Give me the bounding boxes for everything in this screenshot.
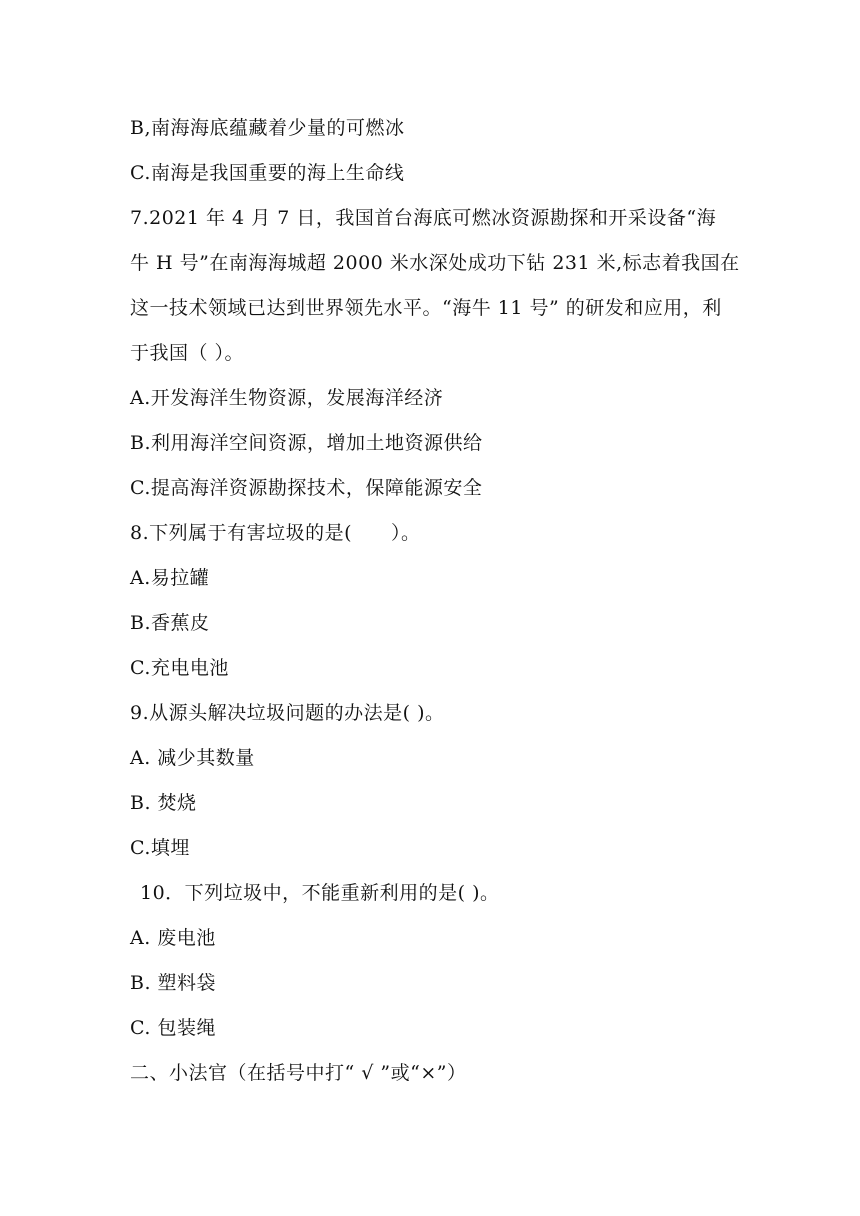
question-8: 8.下列属于有害垃圾的是( ）。 [130,522,421,544]
option-b-q8: B.香蕉皮 [130,612,210,634]
question-7-line-3: 这一技术领域已达到世界领先水平。“海牛 11 号” 的研发和应用，利 [130,297,722,319]
question-7-line-4: 于我国（ ）。 [130,342,245,364]
question-7-line-1: 7.2021 年 4 月 7 日，我国首台海底可燃冰资源勘探和开采设备“海 [130,207,717,229]
question-10: 10．下列垃圾中，不能重新利用的是( )。 [140,882,500,904]
option-a-q10: A. 废电池 [130,927,216,949]
question-9: 9.从源头解决垃圾问题的办法是( )。 [130,702,445,724]
option-b-q6: B,南海海底蕴藏着少量的可燃冰 [130,117,405,139]
option-c-q9: C.填埋 [130,837,190,859]
option-c-q10: C. 包装绳 [130,1017,216,1039]
question-7-line-2: 牛 H 号”在南海海城超 2000 米水深处成功下钻 231 米,标志着我国在 [130,252,740,274]
option-c-q7: C.提高海洋资源勘探技术，保障能源安全 [130,477,483,499]
option-a-q7: A.开发海洋生物资源，发展海洋经济 [130,387,444,409]
option-a-q9: A. 减少其数量 [130,747,255,769]
option-b-q7: B.利用海洋空间资源，增加土地资源供给 [130,432,483,454]
option-c-q6: C.南海是我国重要的海上生命线 [130,162,405,184]
option-b-q10: B. 塑料袋 [130,972,217,994]
option-a-q8: A.易拉罐 [130,567,210,589]
section-2-heading: 二、小法官（在括号中打“ √ ”或“×”） [130,1062,467,1084]
option-b-q9: B. 焚烧 [130,792,197,814]
option-c-q8: C.充电电池 [130,657,229,679]
